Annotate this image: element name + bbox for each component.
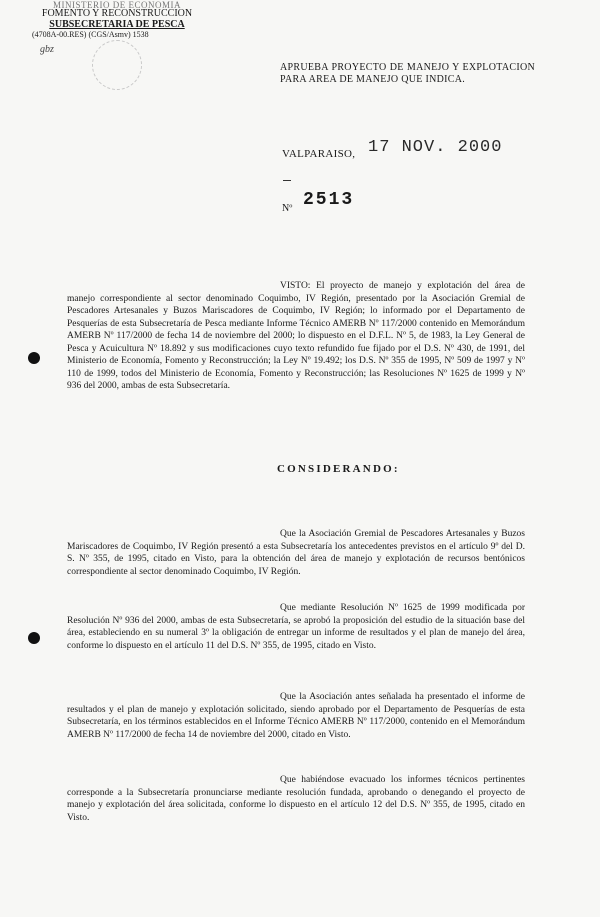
letterhead [32,0,202,40]
number-label: Nº [282,203,293,214]
considerando-text: Que habiéndose evacuado los informes técnicos pertinentes corresponde a la Subsecretaría pronunciarse mediante resolución fundada, aprobando o denegando el proyecto de manejo y explotación del área solicitada, conforme lo dispuesto en el artículo 12 del D.S. Nº 355, de 1995, citado en Visto. [67,775,525,823]
visto-paragraph [67,280,525,393]
visto-text: El proyecto de manejo y explotación del área de manejo correspondiente al sector denominado Coquimbo, IV Región, presentado por la Asociación Gremial de Pescadores Artesanales y Buzos Mariscadores de Coquimbo, IV Región; lo informado por el Departamento de Pesquerías de esta Subsecretaría de Pesca mediante Informe Técnico AMERB Nº 117/2000 contenido en Memorándum AMERB Nº 117/2000 de fecha 14 de noviembre del 2000; lo dispuesto en el D.F.L. Nº 5, de 1983, la Ley General de Pesca y Acuicultura Nº 18.892 y sus modificaciones cuyo texto refundido fue fijado por el D.S. Nº 430, de 1991, del Ministerio de Economía, Fomento y Reconstrucción; la Ley Nº 19.492; los D.S. Nº 355 de 1995, Nº 509 de 1997 y Nº 110 de 1999, todos del Ministerio de Economía, Fomento y Reconstrucción; las Resoluciones Nº 1625 de 1999 y Nº 936 del 2000, ambas de esta Subsecretaría. [67,281,525,391]
number-dash [283,180,291,181]
resolution-subject: APRUEBA PROYECTO DE MANEJO Y EXPLOTACION PARA AREA DE MANEJO QUE INDICA. [280,62,535,85]
handwritten-initials: gbz [40,44,54,55]
stamped-date: 17 NOV. 2000 [368,138,503,157]
reference-code: (4708A-00.RES) (CGS/Asmv) 1538 [32,30,149,39]
considerando-text: Que la Asociación Gremial de Pescadores Artesanales y Buzos Mariscadores de Coquimbo, IV Región presentó a esta Subsecretaría los antecedentes previstos en el artículo 9º del D. S. Nº 355, de 1995, citado en Visto, para la obtención del área de manejo y explotación de recursos bentónicos correspondiente al sector denominado Coquimbo, IV Región. [67,529,525,577]
faded-seal [92,40,142,90]
considerando-paragraph [67,528,525,578]
punch-hole [28,352,40,364]
considerando-text: Que mediante Resolución Nº 1625 de 1999 modificada por Resolución Nº 936 del 2000, ambas de esta Subsecretaría, se aprobó la proposición del estudio de la situación base del área, estableciendo en su numeral 3º la obligación de entregar un informe de resultados y el plan de manejo del área, conforme lo dispuesto en el artículo 11 del D.S. Nº 355, de 1995, citado en Visto. [67,603,525,651]
considerando-paragraph [67,602,525,652]
resolution-number: 2513 [303,190,355,210]
visto-lead: VISTO: [280,281,311,291]
considerando-paragraph [67,691,525,741]
ministry-line: MINISTERIO DE ECONOMIA [53,0,181,8]
punch-hole [28,632,40,644]
considerando-text: Que la Asociación antes señalada ha presentado el informe de resultados y el plan de manejo y explotación solicitado, siendo aprobado por el Departamento de Pesquerías de esta Subsecretaría, en los términos establecidos en el Informe Técnico AMERB Nº 117/2000, contenido en el Memorándum AMERB Nº 117/2000 de fecha 14 de noviembre del 2000, citado en Visto. [67,692,525,740]
considerando-heading: CONSIDERANDO: [277,463,400,475]
considerando-paragraph [67,774,525,824]
ministry-line-2: FOMENTO Y RECONSTRUCCION [41,8,193,19]
subsecretaria-name: SUBSECRETARIA DE PESCA [49,19,185,30]
place-label: VALPARAISO, [282,148,356,160]
